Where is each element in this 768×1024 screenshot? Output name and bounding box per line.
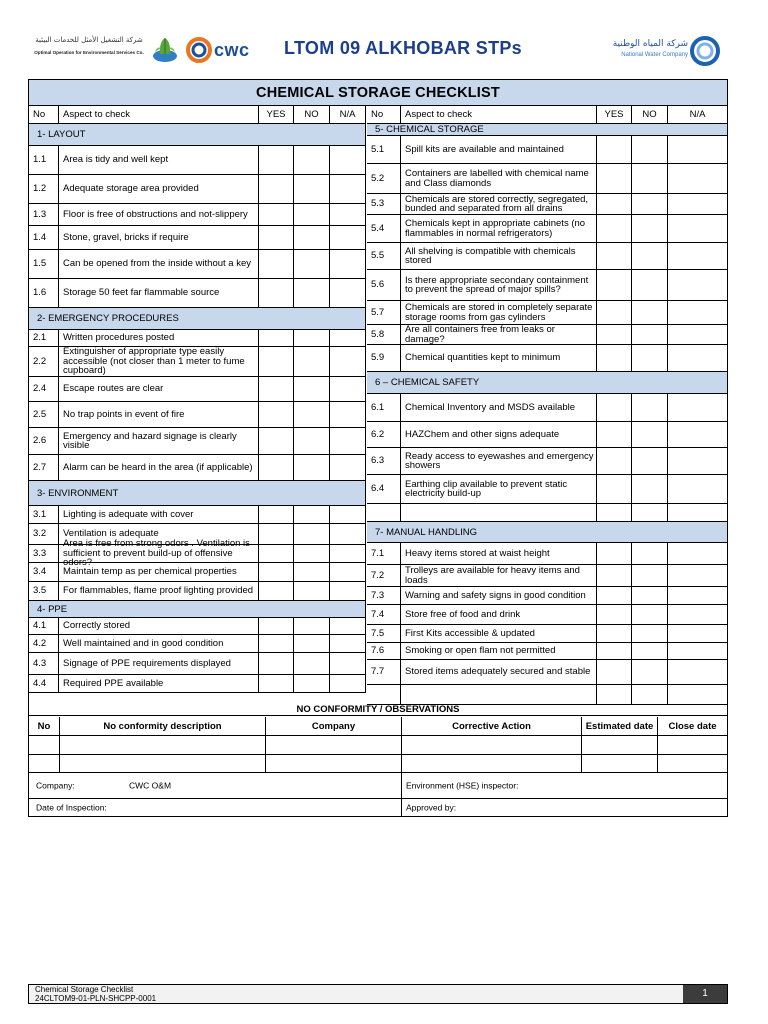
- item-aspect-text: All shelving is compatible with chemicals stored: [401, 243, 597, 270]
- na-checkbox-cell[interactable]: [668, 243, 727, 270]
- right-section-header: 5- CHEMICAL STORAGE: [367, 124, 727, 136]
- item-number: 1.2: [29, 175, 59, 204]
- na-checkbox-cell[interactable]: [330, 226, 366, 250]
- na-checkbox-cell[interactable]: [668, 136, 727, 164]
- item-aspect-text: Well maintained and in good condition: [59, 635, 259, 653]
- item-number: 5.2: [367, 164, 401, 194]
- page-number: 1: [683, 985, 727, 1003]
- item-number: 1.6: [29, 279, 59, 308]
- form-title: CHEMICAL STORAGE CHECKLIST: [29, 80, 727, 106]
- no-checkbox-cell[interactable]: [632, 164, 668, 194]
- ooes-logo: شركة التشغيل الأمثل للخدمات البيئية Optimal Operation for Environmental Services Co.: [34, 36, 144, 55]
- nc-header-close-date: Close date: [658, 717, 727, 736]
- yes-checkbox-cell[interactable]: [259, 402, 294, 428]
- yes-checkbox-cell[interactable]: [259, 428, 294, 455]
- na-checkbox-cell[interactable]: [668, 660, 727, 685]
- item-number: 5.3: [367, 194, 401, 215]
- na-checkbox-cell[interactable]: [330, 175, 366, 204]
- na-checkbox-cell[interactable]: [330, 455, 366, 481]
- nc-entry-cell[interactable]: [60, 736, 266, 755]
- yes-checkbox-cell[interactable]: [259, 524, 294, 545]
- nonconformity-title: NO CONFORMITY / OBSERVATIONS: [29, 704, 727, 716]
- na-checkbox-cell[interactable]: [668, 270, 727, 301]
- nc-entry-cell[interactable]: [29, 755, 60, 773]
- item-aspect-text: Emergency and hazard signage is clearly visible: [59, 428, 259, 455]
- left-header-aspect: Aspect to check: [59, 106, 259, 124]
- no-checkbox-cell[interactable]: [294, 204, 330, 226]
- inspector-field[interactable]: [402, 773, 727, 799]
- left-section-header: 1- LAYOUT: [29, 124, 366, 146]
- na-checkbox-cell[interactable]: [668, 164, 727, 194]
- yes-checkbox-cell[interactable]: [597, 422, 632, 448]
- na-checkbox-cell[interactable]: [330, 250, 366, 279]
- yes-checkbox-cell[interactable]: [259, 635, 294, 653]
- yes-checkbox-cell[interactable]: [597, 164, 632, 194]
- na-checkbox-cell[interactable]: [668, 685, 727, 705]
- yes-checkbox-cell[interactable]: [259, 175, 294, 204]
- yes-checkbox-cell[interactable]: [259, 204, 294, 226]
- yes-checkbox-cell[interactable]: [597, 587, 632, 605]
- yes-checkbox-cell[interactable]: [597, 643, 632, 660]
- approved-by-field[interactable]: [402, 799, 727, 817]
- item-aspect-text: Storage 50 feet far flammable source: [59, 279, 259, 308]
- right-header-no-answer: NO: [632, 106, 668, 124]
- nc-entry-cell[interactable]: [402, 755, 582, 773]
- na-checkbox-cell[interactable]: [668, 543, 727, 565]
- na-checkbox-cell[interactable]: [668, 643, 727, 660]
- yes-checkbox-cell[interactable]: [259, 250, 294, 279]
- no-checkbox-cell[interactable]: [294, 618, 330, 635]
- no-checkbox-cell[interactable]: [632, 243, 668, 270]
- item-number: 2.7: [29, 455, 59, 481]
- item-number: 4.3: [29, 653, 59, 675]
- left-section-header: 2- EMERGENCY PROCEDURES: [29, 308, 366, 330]
- na-checkbox-cell[interactable]: [668, 301, 727, 325]
- yes-checkbox-cell[interactable]: [597, 660, 632, 685]
- no-checkbox-cell[interactable]: [632, 136, 668, 164]
- nc-entry-cell[interactable]: [658, 736, 727, 755]
- no-checkbox-cell[interactable]: [632, 194, 668, 215]
- yes-checkbox-cell[interactable]: [597, 543, 632, 565]
- yes-checkbox-cell[interactable]: [259, 618, 294, 635]
- na-checkbox-cell[interactable]: [330, 675, 366, 693]
- yes-checkbox-cell[interactable]: [597, 345, 632, 372]
- nc-header-corrective-action: Corrective Action: [402, 717, 582, 736]
- approved-by-label: Approved by:: [406, 802, 457, 813]
- item-aspect-text: No trap points in event of fire: [59, 402, 259, 428]
- company-label: Company:: [36, 779, 75, 790]
- yes-checkbox-cell[interactable]: [597, 394, 632, 422]
- item-aspect-text: Floor is free of obstructions and not-slippery: [59, 204, 259, 226]
- no-checkbox-cell[interactable]: [632, 422, 668, 448]
- no-checkbox-cell[interactable]: [632, 504, 668, 522]
- item-number: 5.5: [367, 243, 401, 270]
- item-aspect-text: Maintain temp as per chemical properties: [59, 563, 259, 582]
- item-number: 7.7: [367, 660, 401, 685]
- item-number: 2.6: [29, 428, 59, 455]
- item-aspect-text: Stored items adequately secured and stable: [401, 660, 597, 685]
- item-number: 6.3: [367, 448, 401, 475]
- na-checkbox-cell[interactable]: [330, 653, 366, 675]
- left-header-no-answer: NO: [294, 106, 330, 124]
- item-aspect-text: Written procedures posted: [59, 330, 259, 347]
- no-checkbox-cell[interactable]: [632, 643, 668, 660]
- no-checkbox-cell[interactable]: [294, 330, 330, 347]
- item-aspect-text: Spill kits are available and maintained: [401, 136, 597, 164]
- right-section-header: 6 – CHEMICAL SAFETY: [367, 372, 727, 394]
- no-checkbox-cell[interactable]: [294, 506, 330, 524]
- nc-header-no: No: [29, 717, 60, 736]
- page-title: LTOM 09 ALKHOBAR STPs: [284, 38, 522, 58]
- item-number: 3.4: [29, 563, 59, 582]
- item-number: 1.5: [29, 250, 59, 279]
- item-number: 7.3: [367, 587, 401, 605]
- company-value: CWC O&M: [129, 779, 172, 790]
- na-checkbox-cell[interactable]: [668, 325, 727, 345]
- leaf-logo-icon: [150, 34, 180, 64]
- na-checkbox-cell[interactable]: [330, 402, 366, 428]
- yes-checkbox-cell[interactable]: [597, 448, 632, 475]
- item-number: 3.5: [29, 582, 59, 601]
- item-aspect-text: Warning and safety signs in good condition: [401, 587, 597, 605]
- item-aspect-text: Chemicals kept in appropriate cabinets (no flammables in normal refrigerators): [401, 215, 597, 243]
- no-checkbox-cell[interactable]: [632, 215, 668, 243]
- item-number: [367, 504, 401, 522]
- yes-checkbox-cell[interactable]: [597, 136, 632, 164]
- item-number: 6.4: [367, 475, 401, 504]
- item-aspect-text: Correctly stored: [59, 618, 259, 635]
- item-number: 7.4: [367, 605, 401, 625]
- na-checkbox-cell[interactable]: [668, 605, 727, 625]
- yes-checkbox-cell[interactable]: [259, 347, 294, 377]
- nc-header-estimated-date: Estimated date: [582, 717, 658, 736]
- yes-checkbox-cell[interactable]: [259, 226, 294, 250]
- no-checkbox-cell[interactable]: [632, 685, 668, 705]
- item-number: 6.2: [367, 422, 401, 448]
- na-checkbox-cell[interactable]: [330, 635, 366, 653]
- yes-checkbox-cell[interactable]: [597, 625, 632, 643]
- yes-checkbox-cell[interactable]: [259, 506, 294, 524]
- yes-checkbox-cell[interactable]: [597, 215, 632, 243]
- item-number: 5.8: [367, 325, 401, 345]
- right-header-no: No: [367, 106, 401, 124]
- na-checkbox-cell[interactable]: [330, 347, 366, 377]
- item-aspect-text: Trolleys are available for heavy items and loads: [401, 565, 597, 587]
- item-number: 7.2: [367, 565, 401, 587]
- no-checkbox-cell[interactable]: [294, 455, 330, 481]
- na-checkbox-cell[interactable]: [668, 587, 727, 605]
- item-aspect-text: Required PPE available: [59, 675, 259, 693]
- right-header-yes: YES: [597, 106, 632, 124]
- item-number: 5.1: [367, 136, 401, 164]
- no-checkbox-cell[interactable]: [632, 394, 668, 422]
- no-checkbox-cell[interactable]: [632, 325, 668, 345]
- item-number: 1.4: [29, 226, 59, 250]
- yes-checkbox-cell[interactable]: [259, 146, 294, 175]
- footer-doc-name: Chemical Storage Checklist: [35, 985, 134, 994]
- no-checkbox-cell[interactable]: [294, 402, 330, 428]
- item-aspect-text: Stone, gravel, bricks if require: [59, 226, 259, 250]
- item-number: 2.5: [29, 402, 59, 428]
- yes-checkbox-cell[interactable]: [259, 675, 294, 693]
- no-checkbox-cell[interactable]: [294, 347, 330, 377]
- inspection-date-label: Date of Inspection:: [36, 802, 107, 813]
- no-checkbox-cell[interactable]: [632, 660, 668, 685]
- item-aspect-text: For flammables, flame proof lighting provided: [59, 582, 259, 601]
- no-checkbox-cell[interactable]: [294, 582, 330, 601]
- nc-entry-cell[interactable]: [582, 755, 658, 773]
- item-aspect-text: Are all containers free from leaks or damage?: [401, 325, 597, 345]
- nc-entry-cell[interactable]: [29, 736, 60, 755]
- yes-checkbox-cell[interactable]: [597, 325, 632, 345]
- item-number: 5.7: [367, 301, 401, 325]
- no-checkbox-cell[interactable]: [632, 345, 668, 372]
- item-aspect-text: Area is tidy and well kept: [59, 146, 259, 175]
- no-checkbox-cell[interactable]: [294, 675, 330, 693]
- no-checkbox-cell[interactable]: [632, 301, 668, 325]
- item-aspect-text: Lighting is adequate with cover: [59, 506, 259, 524]
- item-aspect-text: Chemical quantities kept to minimum: [401, 345, 597, 372]
- na-checkbox-cell[interactable]: [330, 204, 366, 226]
- na-checkbox-cell[interactable]: [330, 618, 366, 635]
- nc-header-company: Company: [266, 717, 402, 736]
- no-checkbox-cell[interactable]: [632, 587, 668, 605]
- item-number: 7.5: [367, 625, 401, 643]
- no-checkbox-cell[interactable]: [294, 524, 330, 545]
- na-checkbox-cell[interactable]: [668, 422, 727, 448]
- item-aspect-text: Smoking or open flam not permitted: [401, 643, 597, 660]
- yes-checkbox-cell[interactable]: [597, 194, 632, 215]
- item-aspect-text: Chemicals are stored correctly, segregated, bunded and separated from all drains: [401, 194, 597, 215]
- yes-checkbox-cell[interactable]: [597, 504, 632, 522]
- item-number: 3.2: [29, 524, 59, 545]
- nwc-swirl-icon: [690, 36, 720, 66]
- no-checkbox-cell[interactable]: [294, 377, 330, 402]
- no-checkbox-cell[interactable]: [632, 270, 668, 301]
- no-checkbox-cell[interactable]: [294, 653, 330, 675]
- item-aspect-text: Store free of food and drink: [401, 605, 597, 625]
- left-header-no: No: [29, 106, 59, 124]
- yes-checkbox-cell[interactable]: [259, 545, 294, 563]
- item-number: 1.3: [29, 204, 59, 226]
- na-checkbox-cell[interactable]: [668, 475, 727, 504]
- item-aspect-text: Chemical Inventory and MSDS available: [401, 394, 597, 422]
- inspector-label: Environment (HSE) inspector:: [406, 779, 519, 790]
- item-number: 2.2: [29, 347, 59, 377]
- item-number: 7.6: [367, 643, 401, 660]
- no-checkbox-cell[interactable]: [632, 625, 668, 643]
- nc-entry-cell[interactable]: [60, 755, 266, 773]
- na-checkbox-cell[interactable]: [330, 582, 366, 601]
- item-aspect-text: Earthing clip available to prevent static electricity build-up: [401, 475, 597, 504]
- no-checkbox-cell[interactable]: [294, 175, 330, 204]
- na-checkbox-cell[interactable]: [668, 345, 727, 372]
- yes-checkbox-cell[interactable]: [597, 270, 632, 301]
- no-checkbox-cell[interactable]: [294, 635, 330, 653]
- na-checkbox-cell[interactable]: [330, 146, 366, 175]
- na-checkbox-cell[interactable]: [668, 394, 727, 422]
- yes-checkbox-cell[interactable]: [259, 653, 294, 675]
- cwc-logo: cwc: [186, 36, 266, 64]
- item-aspect-text: Area is free from strong odors . Ventilation is sufficient to prevent build-up of offensive odors?: [59, 545, 259, 563]
- left-section-header: 4- PPE: [29, 601, 366, 618]
- item-aspect-text: Escape routes are clear: [59, 377, 259, 402]
- right-header-na: N/A: [668, 106, 727, 124]
- na-checkbox-cell[interactable]: [668, 215, 727, 243]
- item-aspect-text: Can be opened from the inside without a key: [59, 250, 259, 279]
- yes-checkbox-cell[interactable]: [597, 243, 632, 270]
- na-checkbox-cell[interactable]: [330, 524, 366, 545]
- na-checkbox-cell[interactable]: [330, 545, 366, 563]
- yes-checkbox-cell[interactable]: [259, 563, 294, 582]
- na-checkbox-cell[interactable]: [330, 428, 366, 455]
- yes-checkbox-cell[interactable]: [597, 301, 632, 325]
- no-checkbox-cell[interactable]: [294, 226, 330, 250]
- no-checkbox-cell[interactable]: [294, 250, 330, 279]
- item-number: 3.1: [29, 506, 59, 524]
- na-checkbox-cell[interactable]: [330, 377, 366, 402]
- no-checkbox-cell[interactable]: [632, 543, 668, 565]
- yes-checkbox-cell[interactable]: [259, 582, 294, 601]
- company-field[interactable]: [29, 773, 402, 799]
- item-number: 3.3: [29, 545, 59, 563]
- item-number: 1.1: [29, 146, 59, 175]
- item-aspect-text: Chemicals are stored in completely separate storage rooms from gas cylinders: [401, 301, 597, 325]
- yes-checkbox-cell[interactable]: [259, 279, 294, 308]
- item-aspect-text: [401, 504, 597, 522]
- item-aspect-text: HAZChem and other signs adequate: [401, 422, 597, 448]
- page-footer: [28, 984, 728, 1004]
- item-aspect-text: Containers are labelled with chemical name and Class diamonds: [401, 164, 597, 194]
- na-checkbox-cell[interactable]: [668, 194, 727, 215]
- na-checkbox-cell[interactable]: [330, 330, 366, 347]
- no-checkbox-cell[interactable]: [632, 475, 668, 504]
- item-aspect-text: Ventilation is adequate: [59, 524, 259, 545]
- left-section-header: 3- ENVIRONMENT: [29, 481, 366, 506]
- item-aspect-text: Ready access to eyewashes and emergency showers: [401, 448, 597, 475]
- na-checkbox-cell[interactable]: [668, 625, 727, 643]
- yes-checkbox-cell[interactable]: [259, 455, 294, 481]
- yes-checkbox-cell[interactable]: [597, 565, 632, 587]
- item-number: 7.1: [367, 543, 401, 565]
- item-number: 2.1: [29, 330, 59, 347]
- na-checkbox-cell[interactable]: [330, 506, 366, 524]
- inspection-date-field[interactable]: [29, 799, 402, 817]
- yes-checkbox-cell[interactable]: [259, 330, 294, 347]
- na-checkbox-cell[interactable]: [668, 448, 727, 475]
- no-checkbox-cell[interactable]: [294, 279, 330, 308]
- no-checkbox-cell[interactable]: [294, 428, 330, 455]
- nc-entry-cell[interactable]: [658, 755, 727, 773]
- right-section-header: 7- MANUAL HANDLING: [367, 522, 727, 543]
- no-checkbox-cell[interactable]: [632, 448, 668, 475]
- item-number: 4.2: [29, 635, 59, 653]
- item-number: 5.6: [367, 270, 401, 301]
- yes-checkbox-cell[interactable]: [259, 377, 294, 402]
- nc-entry-cell[interactable]: [402, 736, 582, 755]
- left-header-na: N/A: [330, 106, 366, 124]
- item-number: 4.4: [29, 675, 59, 693]
- nc-entry-cell[interactable]: [266, 755, 402, 773]
- no-checkbox-cell[interactable]: [294, 563, 330, 582]
- yes-checkbox-cell[interactable]: [597, 685, 632, 705]
- no-checkbox-cell[interactable]: [632, 605, 668, 625]
- item-aspect-text: Extinguisher of appropriate type easily accessible (not closer than 1 meter to fume cupboard): [59, 347, 259, 377]
- item-number: 5.4: [367, 215, 401, 243]
- item-number: 4.1: [29, 618, 59, 635]
- item-aspect-text: Alarm can be heard in the area (if applicable): [59, 455, 259, 481]
- cwc-ring-icon: [186, 37, 212, 63]
- yes-checkbox-cell[interactable]: [597, 605, 632, 625]
- right-header-aspect: Aspect to check: [401, 106, 597, 124]
- na-checkbox-cell[interactable]: [330, 279, 366, 308]
- nwc-logo: شركة المياه الوطنية National Water Company: [606, 36, 724, 66]
- footer-doc-code: 24CLTOM9-01-PLN-SHCPP-0001: [35, 994, 157, 1003]
- item-aspect-text: First Kits accessible & updated: [401, 625, 597, 643]
- item-aspect-text: [401, 685, 597, 705]
- item-aspect-text: Adequate storage area provided: [59, 175, 259, 204]
- no-checkbox-cell[interactable]: [294, 545, 330, 563]
- item-number: 6.1: [367, 394, 401, 422]
- no-checkbox-cell[interactable]: [294, 146, 330, 175]
- item-number: 2.4: [29, 377, 59, 402]
- nc-header-description: No conformity description: [60, 717, 266, 736]
- nc-entry-cell[interactable]: [582, 736, 658, 755]
- na-checkbox-cell[interactable]: [668, 565, 727, 587]
- item-number: 5.9: [367, 345, 401, 372]
- item-aspect-text: Heavy items stored at waist height: [401, 543, 597, 565]
- item-aspect-text: Signage of PPE requirements displayed: [59, 653, 259, 675]
- item-aspect-text: Is there appropriate secondary containment to prevent the spread of major spills?: [401, 270, 597, 301]
- left-header-yes: YES: [259, 106, 294, 124]
- na-checkbox-cell[interactable]: [330, 563, 366, 582]
- page-header: [0, 0, 768, 78]
- na-checkbox-cell[interactable]: [668, 504, 727, 522]
- item-number: [367, 685, 401, 705]
- yes-checkbox-cell[interactable]: [597, 475, 632, 504]
- checklist-form: [28, 79, 728, 817]
- no-checkbox-cell[interactable]: [632, 565, 668, 587]
- nc-entry-cell[interactable]: [266, 736, 402, 755]
